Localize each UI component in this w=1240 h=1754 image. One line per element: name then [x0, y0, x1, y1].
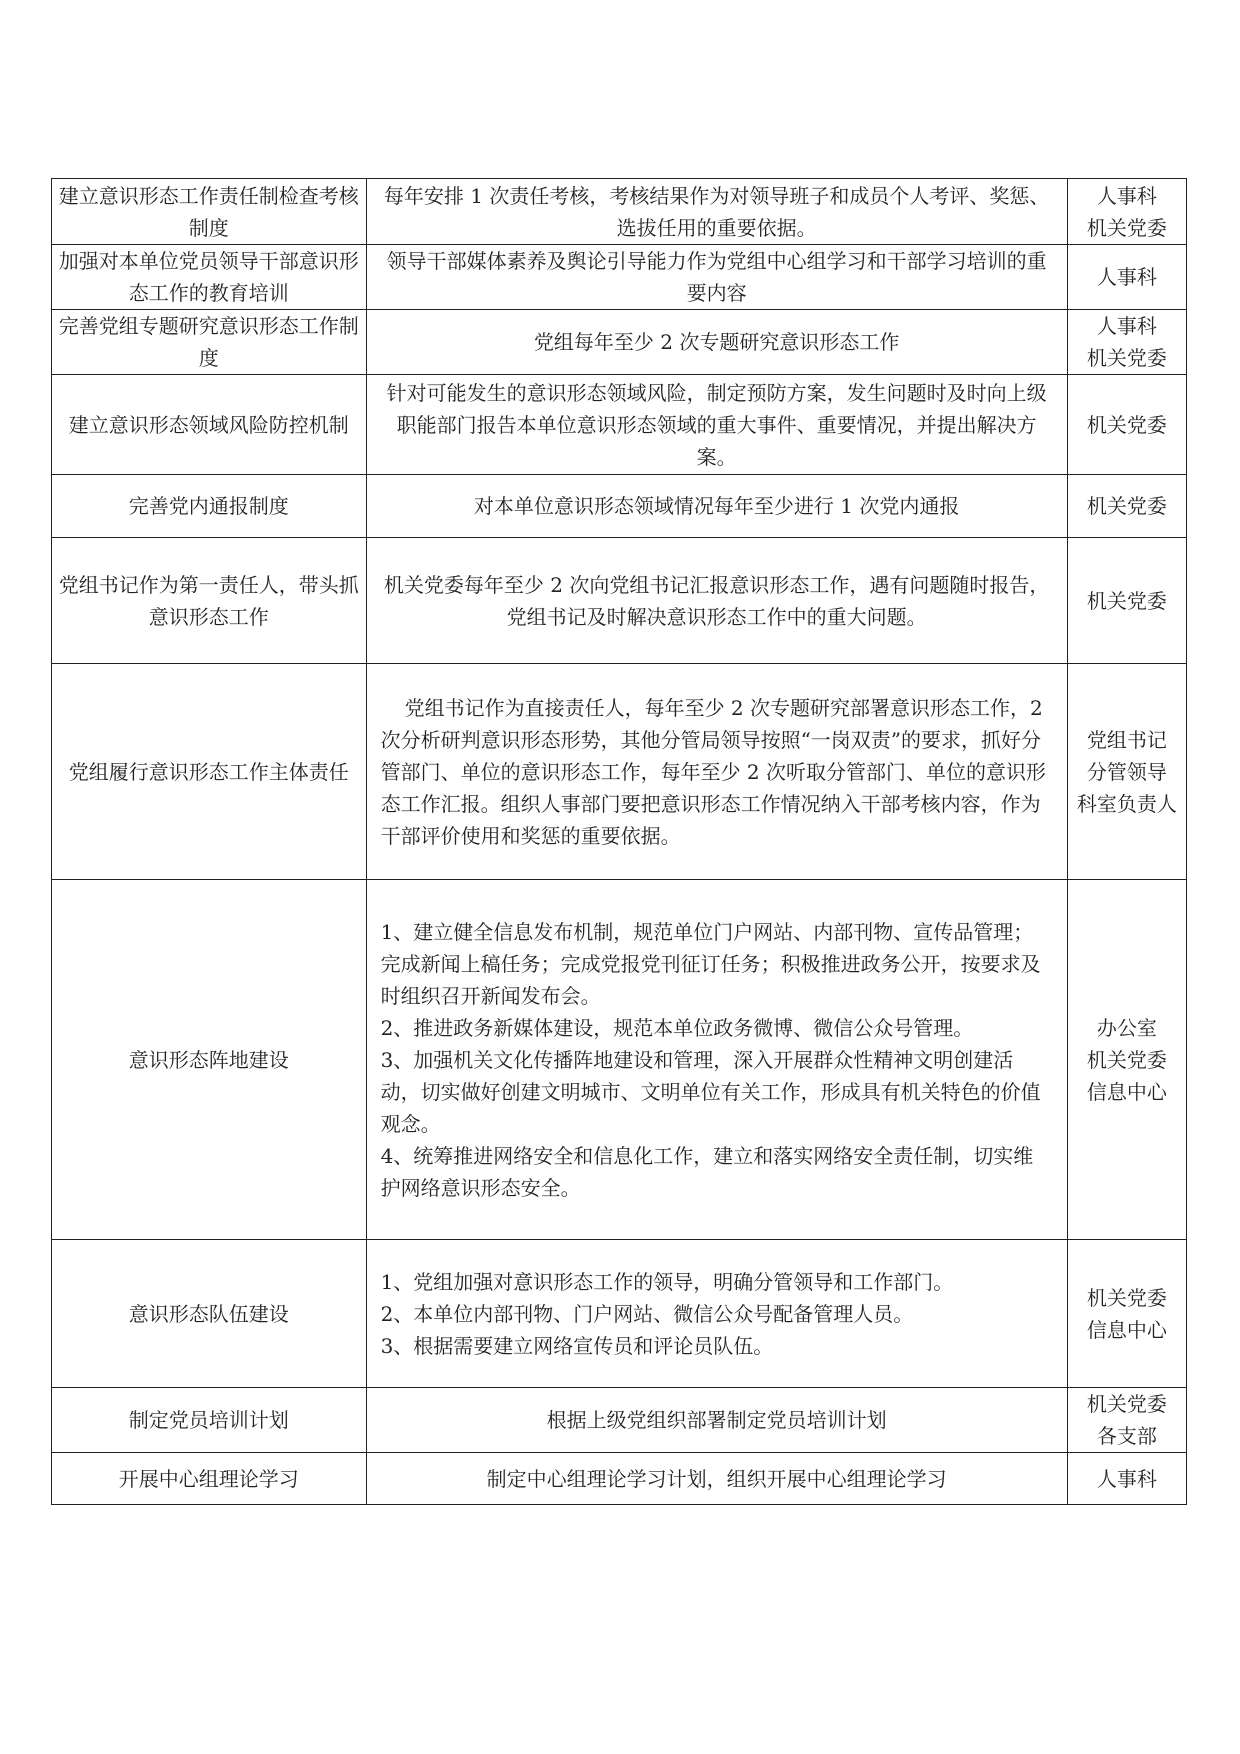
- table-row: [52, 880, 1187, 1240]
- table-row: [52, 310, 1187, 375]
- responsible-unit: 机关党委: [1086, 1047, 1167, 1072]
- responsible-unit: 机关党委: [1086, 346, 1167, 370]
- description-cell: 机关党委每年至少 2 次向党组书记汇报意识形态工作，遇有问题随时报告，党组书记及时解决意识形态工作中的重大问题。: [366, 538, 1067, 664]
- task-cell: 开展中心组理论学习: [52, 1453, 367, 1505]
- table-row: [52, 538, 1187, 664]
- task-cell: 意识形态阵地建设: [52, 880, 367, 1240]
- task-cell: 完善党组专题研究意识形态工作制度: [52, 310, 367, 375]
- table-row: [52, 179, 1187, 245]
- responsible-unit: 办公室: [1096, 1015, 1157, 1040]
- responsible-cell: [1067, 1453, 1186, 1505]
- task-cell: 加强对本单位党员领导干部意识形态工作的教育培训: [52, 245, 367, 310]
- responsible-unit: 人事科: [1096, 1466, 1157, 1491]
- description-cell: 针对可能发生的意识形态领域风险，制定预防方案，发生问题时及时向上级职能部门报告本单位意识形态领域的重大事件、重要情况，并提出解决方案。: [366, 375, 1067, 475]
- description-cell: [366, 880, 1067, 1240]
- ideology-work-table: [51, 178, 1187, 1505]
- responsible-unit: 机关党委: [1086, 494, 1167, 518]
- description-cell: [366, 1240, 1067, 1388]
- responsible-unit: 党组书记: [1086, 727, 1167, 752]
- task-cell: 建立意识形态领域风险防控机制: [52, 375, 367, 475]
- responsible-unit: 机关党委: [1086, 412, 1167, 437]
- responsible-cell: [1067, 310, 1186, 375]
- responsible-cell: [1067, 245, 1186, 310]
- task-cell: 党组履行意识形态工作主体责任: [52, 664, 367, 880]
- responsible-cell: [1067, 1388, 1186, 1453]
- responsible-unit: 信息中心: [1086, 1079, 1167, 1104]
- responsible-unit: 机关党委: [1086, 1392, 1167, 1416]
- task-cell: 完善党内通报制度: [52, 475, 367, 538]
- description-cell: 领导干部媒体素养及舆论引导能力作为党组中心组学习和干部学习培训的重要内容: [366, 245, 1067, 310]
- document-page: [51, 178, 1187, 1505]
- responsible-cell: [1067, 375, 1186, 475]
- description-item: 2、推进政务新媒体建设，规范本单位政务微博、微信公众号管理。: [380, 1015, 974, 1040]
- responsible-cell: [1067, 475, 1186, 538]
- responsible-cell: [1067, 538, 1186, 664]
- description-item: 2、本单位内部刊物、门户网站、微信公众号配备管理人员。: [380, 1301, 914, 1326]
- description-cell: 对本单位意识形态领域情况每年至少进行 1 次党内通报: [366, 475, 1067, 538]
- task-cell: 党组书记作为第一责任人，带头抓意识形态工作: [52, 538, 367, 664]
- description-item: 3、加强机关文化传播阵地建设和管理，深入开展群众性精神文明创建活动，切实做好创建文明城市、文明单位有关工作，形成具有机关特色的价值观念。: [380, 1047, 1041, 1136]
- responsible-cell: [1067, 664, 1186, 880]
- table-row: [52, 475, 1187, 538]
- description-cell: 根据上级党组织部署制定党员培训计划: [366, 1388, 1067, 1453]
- responsible-unit: 各支部: [1096, 1424, 1157, 1448]
- task-cell: 意识形态队伍建设: [52, 1240, 367, 1388]
- description-item: 4、统筹推进网络安全和信息化工作，建立和落实网络安全责任制，切实维护网络意识形态安全。: [380, 1143, 1034, 1200]
- responsible-unit: 人事科: [1096, 183, 1157, 208]
- description-cell: 制定中心组理论学习计划，组织开展中心组理论学习: [366, 1453, 1067, 1505]
- description-item: 1、党组加强对意识形态工作的领导，明确分管领导和工作部门。: [380, 1269, 954, 1294]
- responsible-unit: 科室负责人: [1076, 791, 1177, 816]
- responsible-unit: 人事科: [1096, 314, 1157, 338]
- table-row: [52, 1388, 1187, 1453]
- table-row: [52, 375, 1187, 475]
- description-item: 1、建立健全信息发布机制，规范单位门户网站、内部刊物、宣传品管理；完成新闻上稿任务；完成党报党刊征订任务；积极推进政务公开，按要求及时组织召开新闻发布会。: [380, 919, 1041, 1008]
- task-cell: 制定党员培训计划: [52, 1388, 367, 1453]
- responsible-cell: [1067, 1240, 1186, 1388]
- table-row: [52, 1453, 1187, 1505]
- description-cell: 党组书记作为直接责任人，每年至少 2 次专题研究部署意识形态工作，2 次分析研判意识形态形势，其他分管局领导按照“一岗双责”的要求，抓好分管部门、单位的意识形态工作，每年至少 2 次听取分管部门、单位的意识形态工作汇报。组织人事部门要把意识形态工作情况纳入干部考核内容，作为干部评价使用和奖惩的重要依据。: [366, 664, 1067, 880]
- task-cell: 建立意识形态工作责任制检查考核制度: [52, 179, 367, 245]
- description-cell: 每年安排 1 次责任考核，考核结果作为对领导班子和成员个人考评、奖惩、选拔任用的重要依据。: [366, 179, 1067, 245]
- responsible-unit: 分管领导: [1086, 759, 1167, 784]
- table-row: [52, 664, 1187, 880]
- table-row: [52, 245, 1187, 310]
- description-cell: 党组每年至少 2 次专题研究意识形态工作: [366, 310, 1067, 375]
- responsible-unit: 信息中心: [1086, 1317, 1167, 1342]
- responsible-unit: 机关党委: [1086, 588, 1167, 613]
- responsible-cell: [1067, 880, 1186, 1240]
- description-item: 3、根据需要建立网络宣传员和评论员队伍。: [380, 1333, 774, 1358]
- responsible-cell: [1067, 179, 1186, 245]
- responsible-unit: 机关党委: [1086, 1285, 1167, 1310]
- responsible-unit: 人事科: [1096, 265, 1157, 289]
- responsible-unit: 机关党委: [1086, 215, 1167, 240]
- table-row: [52, 1240, 1187, 1388]
